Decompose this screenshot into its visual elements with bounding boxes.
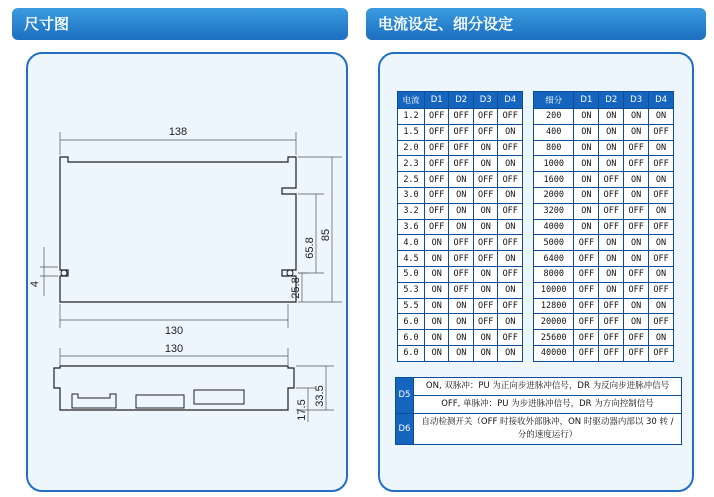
subdivision-cell: ON <box>624 124 649 140</box>
current-cell: OFF <box>424 140 449 156</box>
table-row <box>398 266 523 282</box>
table-row <box>398 251 523 267</box>
subdivision-cell: OFF <box>599 219 624 235</box>
current-cell: 2.3 <box>398 156 425 172</box>
subdivision-cell: OFF <box>624 219 649 235</box>
current-cell: 3.2 <box>398 203 425 219</box>
current-cell: ON <box>449 314 474 330</box>
current-cell: ON <box>449 203 474 219</box>
current-cell: OFF <box>424 219 449 235</box>
subdivision-cell: OFF <box>574 345 599 361</box>
current-cell: 5.5 <box>398 298 425 314</box>
d5-on-row <box>396 378 682 396</box>
current-cell: OFF <box>424 109 449 125</box>
subdivision-cell: OFF <box>649 251 674 267</box>
current-cell: 4.0 <box>398 235 425 251</box>
subdivision-cell: ON <box>649 109 674 125</box>
current-cell: OFF <box>449 140 474 156</box>
subdivision-cell: ON <box>599 109 624 125</box>
subdivision-cell: OFF <box>574 266 599 282</box>
subdivision-cell: OFF <box>649 124 674 140</box>
table-row <box>534 345 674 361</box>
current-cell: ON <box>498 282 523 298</box>
subdivision-cell: ON <box>599 282 624 298</box>
current-cell: ON <box>424 314 449 330</box>
subdivision-cell: ON <box>624 187 649 203</box>
subdivision-cell: OFF <box>649 156 674 172</box>
current-cell: 5.3 <box>398 282 425 298</box>
current-table-header <box>398 92 523 109</box>
current-header-cell: D4 <box>498 92 523 109</box>
current-cell: OFF <box>424 124 449 140</box>
subdivision-cell: ON <box>649 330 674 346</box>
d5-off-row <box>396 396 682 414</box>
d5-on-text: ON, 双脉冲：PU 为正向步进脉冲信号，DR 为反向步进脉冲信号 <box>414 378 682 396</box>
table-row <box>534 282 674 298</box>
subdivision-cell: ON <box>649 172 674 188</box>
dimension-drawing-header: 尺寸图 <box>12 8 348 40</box>
subdivision-header-cell: D2 <box>599 92 624 109</box>
subdivision-cell: OFF <box>574 298 599 314</box>
subdivision-cell: 3200 <box>534 203 574 219</box>
current-cell: ON <box>473 156 498 172</box>
current-cell: OFF <box>424 203 449 219</box>
table-row <box>534 187 674 203</box>
subdivision-cell: 1600 <box>534 172 574 188</box>
current-cell: OFF <box>449 235 474 251</box>
table-row <box>398 124 523 140</box>
current-cell: OFF <box>473 298 498 314</box>
dimension-drawing <box>26 52 348 492</box>
subdivision-header-cell: 细分 <box>534 92 574 109</box>
subdivision-cell: OFF <box>649 187 674 203</box>
current-cell: ON <box>424 282 449 298</box>
current-cell: ON <box>498 345 523 361</box>
current-header-cell: D1 <box>424 92 449 109</box>
table-row <box>534 330 674 346</box>
subdivision-cell: ON <box>624 251 649 267</box>
table-row <box>534 124 674 140</box>
subdivision-cell: OFF <box>624 156 649 172</box>
subdivision-cell: OFF <box>574 251 599 267</box>
current-cell: OFF <box>498 298 523 314</box>
current-cell: OFF <box>473 314 498 330</box>
current-cell: ON <box>473 345 498 361</box>
current-setting-table <box>397 91 523 362</box>
subdivision-cell: OFF <box>599 314 624 330</box>
current-cell: ON <box>473 140 498 156</box>
current-cell: 2.5 <box>398 172 425 188</box>
current-cell: ON <box>473 330 498 346</box>
table-row <box>534 203 674 219</box>
current-cell: ON <box>498 124 523 140</box>
table-row <box>534 235 674 251</box>
subdivision-cell: OFF <box>624 203 649 219</box>
subdivision-cell: OFF <box>574 282 599 298</box>
subdivision-cell: ON <box>599 156 624 172</box>
subdivision-cell: 12800 <box>534 298 574 314</box>
subdivision-cell: ON <box>574 172 599 188</box>
current-cell: ON <box>424 266 449 282</box>
current-cell: OFF <box>473 251 498 267</box>
current-cell: OFF <box>498 330 523 346</box>
subdivision-cell: ON <box>574 156 599 172</box>
dim-width-130-side-view: 130 <box>164 343 184 355</box>
table-row <box>534 314 674 330</box>
current-cell: ON <box>498 156 523 172</box>
subdivision-cell: ON <box>624 172 649 188</box>
current-cell: ON <box>498 314 523 330</box>
current-cell: 3.6 <box>398 219 425 235</box>
subdivision-cell: ON <box>574 109 599 125</box>
subdivision-cell: 6400 <box>534 251 574 267</box>
subdivision-header-cell: D4 <box>649 92 674 109</box>
current-cell: OFF <box>424 172 449 188</box>
dim-height-33-5: 33.5 <box>314 385 326 407</box>
connector-1 <box>72 394 116 408</box>
subdivision-cell: OFF <box>649 282 674 298</box>
table-row <box>398 156 523 172</box>
subdivision-cell: 4000 <box>534 219 574 235</box>
current-cell: ON <box>498 251 523 267</box>
subdivision-cell: OFF <box>624 140 649 156</box>
table-row <box>398 203 523 219</box>
subdivision-cell: ON <box>624 298 649 314</box>
current-cell: OFF <box>449 156 474 172</box>
subdivision-cell: ON <box>599 251 624 267</box>
dim-height-25-8: 25.8 <box>290 277 302 299</box>
table-row <box>398 187 523 203</box>
side-view-outline <box>54 366 294 410</box>
current-cell: ON <box>473 203 498 219</box>
mount-hole-right <box>287 270 293 276</box>
current-cell: OFF <box>424 187 449 203</box>
current-cell: 1.5 <box>398 124 425 140</box>
d6-label: D6 <box>396 414 414 445</box>
current-cell: OFF <box>449 282 474 298</box>
current-cell: OFF <box>473 235 498 251</box>
subdivision-cell: ON <box>599 140 624 156</box>
current-cell: ON <box>449 219 474 235</box>
current-cell: ON <box>449 172 474 188</box>
current-cell: ON <box>473 219 498 235</box>
d6-text: 自动检测开关（OFF 时接收外部脉冲，ON 时驱动器内部以 30 转 / 分的速度运行） <box>414 414 682 445</box>
subdivision-cell: ON <box>599 235 624 251</box>
current-cell: ON <box>424 345 449 361</box>
current-cell: ON <box>424 251 449 267</box>
subdivision-cell: ON <box>624 314 649 330</box>
table-row <box>398 140 523 156</box>
table-row <box>398 219 523 235</box>
subdivision-cell: OFF <box>574 330 599 346</box>
current-cell: OFF <box>449 251 474 267</box>
current-cell: ON <box>424 298 449 314</box>
subdivision-cell: OFF <box>599 172 624 188</box>
subdivision-cell: ON <box>624 235 649 251</box>
current-cell: OFF <box>498 172 523 188</box>
table-row <box>398 314 523 330</box>
table-row <box>534 109 674 125</box>
subdivision-cell: OFF <box>624 266 649 282</box>
subdivision-table-body <box>534 109 674 362</box>
current-header-cell: D2 <box>449 92 474 109</box>
subdivision-cell: OFF <box>624 330 649 346</box>
subdivision-cell: ON <box>574 219 599 235</box>
current-cell: OFF <box>473 172 498 188</box>
subdivision-cell: OFF <box>599 187 624 203</box>
current-cell: ON <box>498 187 523 203</box>
subdivision-cell: ON <box>599 266 624 282</box>
current-cell: OFF <box>449 109 474 125</box>
current-cell: ON <box>424 330 449 346</box>
settings-header: 电流设定、细分设定 <box>366 8 706 40</box>
subdivision-cell: ON <box>649 266 674 282</box>
subdivision-cell: OFF <box>574 314 599 330</box>
current-cell: OFF <box>498 203 523 219</box>
subdivision-header-cell: D1 <box>574 92 599 109</box>
table-row <box>398 345 523 361</box>
d5-label: D5 <box>396 378 414 414</box>
subdivision-cell: OFF <box>649 219 674 235</box>
current-cell: ON <box>473 266 498 282</box>
table-row <box>398 282 523 298</box>
current-cell: OFF <box>424 156 449 172</box>
mount-hole-left <box>61 270 67 276</box>
current-cell: OFF <box>498 109 523 125</box>
dim-width-138: 138 <box>168 126 188 138</box>
subdivision-cell: 800 <box>534 140 574 156</box>
current-cell: OFF <box>449 266 474 282</box>
subdivision-cell: OFF <box>599 203 624 219</box>
table-row <box>534 172 674 188</box>
subdivision-cell: 1000 <box>534 156 574 172</box>
subdivision-cell: 400 <box>534 124 574 140</box>
subdivision-cell: 10000 <box>534 282 574 298</box>
table-row <box>398 298 523 314</box>
subdivision-cell: ON <box>649 203 674 219</box>
current-cell: OFF <box>498 140 523 156</box>
table-row <box>534 266 674 282</box>
subdivision-cell: OFF <box>624 345 649 361</box>
table-row <box>534 140 674 156</box>
table-row <box>398 109 523 125</box>
current-cell: OFF <box>498 266 523 282</box>
current-cell: OFF <box>473 124 498 140</box>
dim-height-85: 85 <box>320 228 332 242</box>
d6-row <box>396 414 682 445</box>
current-cell: ON <box>449 345 474 361</box>
current-cell: OFF <box>449 124 474 140</box>
table-row <box>534 219 674 235</box>
subdivision-table-header <box>534 92 674 109</box>
subdivision-cell: OFF <box>599 330 624 346</box>
subdivision-cell: OFF <box>624 282 649 298</box>
subdivision-cell: 20000 <box>534 314 574 330</box>
current-cell: ON <box>424 235 449 251</box>
current-table-body <box>398 109 523 362</box>
subdivision-header-cell: D3 <box>624 92 649 109</box>
current-cell: ON <box>449 187 474 203</box>
current-cell: ON <box>498 219 523 235</box>
table-row <box>398 330 523 346</box>
table-row <box>398 172 523 188</box>
subdivision-cell: 40000 <box>534 345 574 361</box>
dim-slot-4: 4 <box>29 280 41 288</box>
table-row <box>398 235 523 251</box>
subdivision-cell: ON <box>574 203 599 219</box>
dim-height-65-8: 65.8 <box>304 237 316 259</box>
current-cell: 6.0 <box>398 314 425 330</box>
subdivision-cell: ON <box>649 140 674 156</box>
subdivision-cell: ON <box>574 124 599 140</box>
subdivision-cell: 2000 <box>534 187 574 203</box>
current-cell: ON <box>473 282 498 298</box>
current-cell: ON <box>449 298 474 314</box>
subdivision-setting-table <box>533 91 674 362</box>
subdivision-cell: 200 <box>534 109 574 125</box>
current-cell: OFF <box>473 187 498 203</box>
table-row <box>534 156 674 172</box>
switch-notes-table <box>395 377 682 445</box>
current-header-cell: 电流 <box>398 92 425 109</box>
connector-2 <box>136 395 184 408</box>
current-cell: 2.0 <box>398 140 425 156</box>
current-cell: OFF <box>473 109 498 125</box>
current-header-cell: D3 <box>473 92 498 109</box>
subdivision-cell: OFF <box>574 235 599 251</box>
subdivision-cell: ON <box>574 187 599 203</box>
subdivision-cell: ON <box>574 140 599 156</box>
subdivision-cell: ON <box>599 124 624 140</box>
connector-3 <box>194 390 244 404</box>
current-cell: 6.0 <box>398 345 425 361</box>
current-cell: ON <box>449 330 474 346</box>
current-cell: 4.5 <box>398 251 425 267</box>
current-cell: OFF <box>498 235 523 251</box>
current-cell: 6.0 <box>398 330 425 346</box>
subdivision-cell: ON <box>649 235 674 251</box>
current-cell: 1.2 <box>398 109 425 125</box>
subdivision-cell: ON <box>624 109 649 125</box>
subdivision-cell: 5000 <box>534 235 574 251</box>
current-cell: 3.0 <box>398 187 425 203</box>
dim-width-130-top-view: 130 <box>164 325 184 337</box>
subdivision-cell: ON <box>649 298 674 314</box>
subdivision-cell: OFF <box>649 345 674 361</box>
d5-off-text: OFF, 单脉冲：PU 为步进脉冲信号，DR 为方向控制信号 <box>414 396 682 414</box>
top-view-outline <box>60 157 296 302</box>
dim-height-17-5: 17.5 <box>296 399 308 421</box>
subdivision-cell: OFF <box>599 345 624 361</box>
current-cell: 5.0 <box>398 266 425 282</box>
subdivision-cell: OFF <box>649 314 674 330</box>
table-row <box>534 251 674 267</box>
subdivision-cell: 8000 <box>534 266 574 282</box>
subdivision-cell: OFF <box>599 298 624 314</box>
table-row <box>534 298 674 314</box>
subdivision-cell: 25600 <box>534 330 574 346</box>
